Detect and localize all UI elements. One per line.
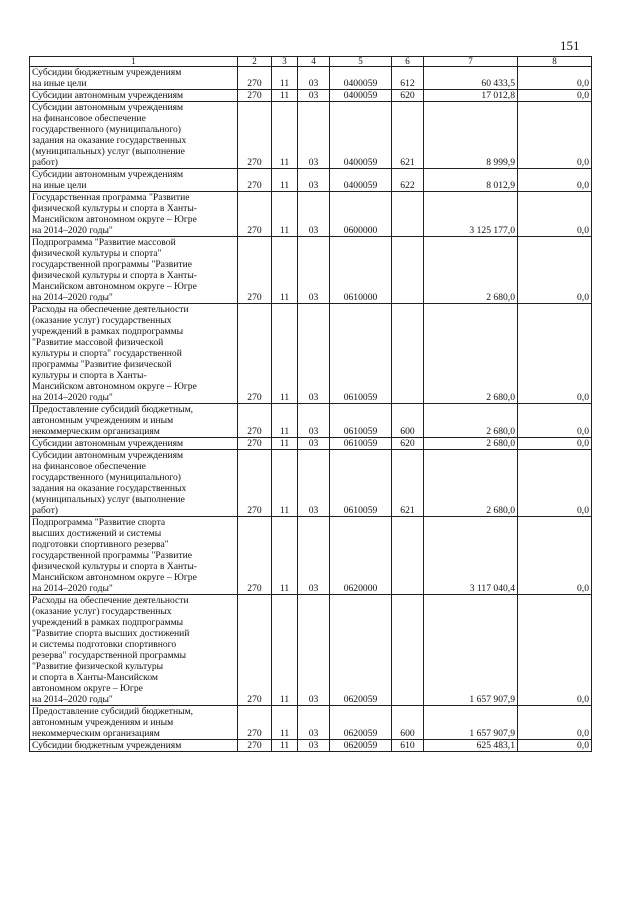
row-col-4: 03 [298, 517, 330, 595]
row-col-2: 270 [238, 740, 272, 752]
row-col-3: 11 [272, 740, 298, 752]
row-col-7: 17 012,8 [424, 90, 518, 102]
row-col-8: 0,0 [518, 517, 592, 595]
row-col-6 [392, 192, 424, 237]
row-col-5: 0610059 [330, 438, 392, 450]
row-col-6 [392, 595, 424, 706]
row-name: Предоставление субсидий бюджетным, автономным учреждениям и иным некоммерческим организациям [30, 706, 238, 740]
row-col-6: 620 [392, 90, 424, 102]
table-row [30, 304, 592, 404]
row-col-2: 270 [238, 517, 272, 595]
row-col-5: 0400059 [330, 67, 392, 90]
row-name: Расходы на обеспечение деятельности (оказание услуг) государственных учреждений в рамках подпрограммы "Развитие массовой физической культуры и спорта" государственной программы "Развитие физической культуры и спорта в Ханты- Мансийском автономном округе – Югре на 2014–2020 годы" [30, 304, 238, 404]
row-col-4: 03 [298, 237, 330, 304]
row-name: Расходы на обеспечение деятельности (оказание услуг) государственных учреждений в рамках подпрограммы "Развитие спорта высших достижений и системы подготовки спортивного резерва" государственной программы "Развитие физической культуры и спорта в Ханты-Мансийском автономном округе – Югре на 2014–2020 годы" [30, 595, 238, 706]
row-col-3: 11 [272, 237, 298, 304]
row-col-5: 0610059 [330, 304, 392, 404]
column-header: 4 [298, 57, 330, 67]
row-col-2: 270 [238, 404, 272, 438]
row-col-8: 0,0 [518, 169, 592, 192]
row-col-6: 612 [392, 67, 424, 90]
row-col-3: 11 [272, 706, 298, 740]
row-col-4: 03 [298, 595, 330, 706]
row-col-5: 0620059 [330, 595, 392, 706]
row-col-3: 11 [272, 450, 298, 517]
column-header: 7 [424, 57, 518, 67]
table-row [30, 517, 592, 595]
row-col-2: 270 [238, 102, 272, 169]
row-col-3: 11 [272, 517, 298, 595]
row-col-8: 0,0 [518, 304, 592, 404]
row-col-6: 610 [392, 740, 424, 752]
row-col-5: 0400059 [330, 169, 392, 192]
row-col-5: 0620059 [330, 706, 392, 740]
row-col-5: 0400059 [330, 102, 392, 169]
row-col-3: 11 [272, 404, 298, 438]
row-col-4: 03 [298, 706, 330, 740]
row-col-2: 270 [238, 90, 272, 102]
table-row [30, 67, 592, 90]
row-col-4: 03 [298, 169, 330, 192]
row-col-3: 11 [272, 169, 298, 192]
column-header: 8 [518, 57, 592, 67]
row-name: Подпрограмма "Развитие массовой физической культуры и спорта" государственной программы "Развитие физической культуры и спорта в Ханты- Мансийском автономном округе – Югре на 2014–2020 годы" [30, 237, 238, 304]
row-col-7: 2 680,0 [424, 404, 518, 438]
row-name: Субсидии автономным учреждениям на иные цели [30, 169, 238, 192]
row-col-2: 270 [238, 237, 272, 304]
row-col-4: 03 [298, 740, 330, 752]
row-col-4: 03 [298, 90, 330, 102]
row-col-4: 03 [298, 102, 330, 169]
budget-table [29, 56, 592, 752]
row-col-2: 270 [238, 192, 272, 237]
row-col-7: 2 680,0 [424, 237, 518, 304]
row-col-2: 270 [238, 67, 272, 90]
table-row [30, 169, 592, 192]
row-col-6: 621 [392, 102, 424, 169]
row-col-7: 8 999,9 [424, 102, 518, 169]
table-row [30, 237, 592, 304]
row-col-5: 0610000 [330, 237, 392, 304]
column-header: 6 [392, 57, 424, 67]
table-row [30, 706, 592, 740]
row-col-7: 1 657 907,9 [424, 595, 518, 706]
table-row [30, 404, 592, 438]
row-col-5: 0400059 [330, 90, 392, 102]
table-row [30, 90, 592, 102]
row-col-8: 0,0 [518, 102, 592, 169]
row-col-4: 03 [298, 404, 330, 438]
row-col-8: 0,0 [518, 706, 592, 740]
row-name: Субсидии бюджетным учреждениям [30, 740, 238, 752]
row-col-4: 03 [298, 67, 330, 90]
column-header: 1 [30, 57, 238, 67]
table-row [30, 438, 592, 450]
row-col-3: 11 [272, 192, 298, 237]
row-col-4: 03 [298, 304, 330, 404]
row-col-7: 2 680,0 [424, 450, 518, 517]
row-col-2: 270 [238, 169, 272, 192]
row-col-2: 270 [238, 595, 272, 706]
row-col-3: 11 [272, 90, 298, 102]
row-col-5: 0620059 [330, 740, 392, 752]
row-col-8: 0,0 [518, 404, 592, 438]
row-col-7: 3 125 177,0 [424, 192, 518, 237]
row-col-6: 621 [392, 450, 424, 517]
column-header: 3 [272, 57, 298, 67]
row-col-7: 1 657 907,9 [424, 706, 518, 740]
row-col-8: 0,0 [518, 450, 592, 517]
header-row [30, 57, 592, 67]
row-col-3: 11 [272, 595, 298, 706]
row-col-3: 11 [272, 67, 298, 90]
row-col-6 [392, 517, 424, 595]
row-col-6 [392, 237, 424, 304]
row-col-7: 8 012,9 [424, 169, 518, 192]
table-row [30, 450, 592, 517]
row-col-4: 03 [298, 192, 330, 237]
row-col-2: 270 [238, 304, 272, 404]
row-col-5: 0620000 [330, 517, 392, 595]
row-col-7: 3 117 040,4 [424, 517, 518, 595]
row-col-8: 0,0 [518, 438, 592, 450]
row-col-8: 0,0 [518, 192, 592, 237]
row-name: Подпрограмма "Развитие спорта высших достижений и системы подготовки спортивного резерва" государственной программы "Развитие физической культуры и спорта в Ханты- Мансийском автономном округе – Югре на 2014–2020 годы" [30, 517, 238, 595]
table-row [30, 102, 592, 169]
row-col-6: 600 [392, 404, 424, 438]
row-col-8: 0,0 [518, 237, 592, 304]
row-col-6: 600 [392, 706, 424, 740]
row-name: Предоставление субсидий бюджетным, автономным учреждениям и иным некоммерческим организациям [30, 404, 238, 438]
row-col-8: 0,0 [518, 740, 592, 752]
row-name: Субсидии бюджетным учреждениям на иные цели [30, 67, 238, 90]
row-name: Субсидии автономным учреждениям на финансовое обеспечение государственного (муниципального) задания на оказание государственных (муниципальных) услуг (выполнение работ) [30, 450, 238, 517]
table-row [30, 192, 592, 237]
column-header: 2 [238, 57, 272, 67]
table-row [30, 740, 592, 752]
row-col-8: 0,0 [518, 67, 592, 90]
row-col-2: 270 [238, 706, 272, 740]
table-row [30, 595, 592, 706]
column-header: 5 [330, 57, 392, 67]
row-col-7: 2 680,0 [424, 304, 518, 404]
row-col-2: 270 [238, 438, 272, 450]
row-col-4: 03 [298, 450, 330, 517]
row-name: Субсидии автономным учреждениям [30, 90, 238, 102]
row-col-5: 0610059 [330, 450, 392, 517]
row-col-3: 11 [272, 438, 298, 450]
row-name: Субсидии автономным учреждениям на финансовое обеспечение государственного (муниципального) задания на оказание государственных (муниципальных) услуг (выполнение работ) [30, 102, 238, 169]
row-col-7: 60 433,5 [424, 67, 518, 90]
row-col-6: 622 [392, 169, 424, 192]
row-col-7: 625 483,1 [424, 740, 518, 752]
row-col-3: 11 [272, 304, 298, 404]
row-name: Субсидии автономным учреждениям [30, 438, 238, 450]
row-col-6: 620 [392, 438, 424, 450]
page-number: 151 [560, 38, 580, 53]
row-col-3: 11 [272, 102, 298, 169]
row-col-5: 0610059 [330, 404, 392, 438]
row-name: Государственная программа "Развитие физической культуры и спорта в Ханты- Мансийском автономном округе – Югре на 2014–2020 годы" [30, 192, 238, 237]
row-col-4: 03 [298, 438, 330, 450]
row-col-6 [392, 304, 424, 404]
row-col-5: 0600000 [330, 192, 392, 237]
row-col-8: 0,0 [518, 595, 592, 706]
row-col-8: 0,0 [518, 90, 592, 102]
row-col-7: 2 680,0 [424, 438, 518, 450]
row-col-2: 270 [238, 450, 272, 517]
